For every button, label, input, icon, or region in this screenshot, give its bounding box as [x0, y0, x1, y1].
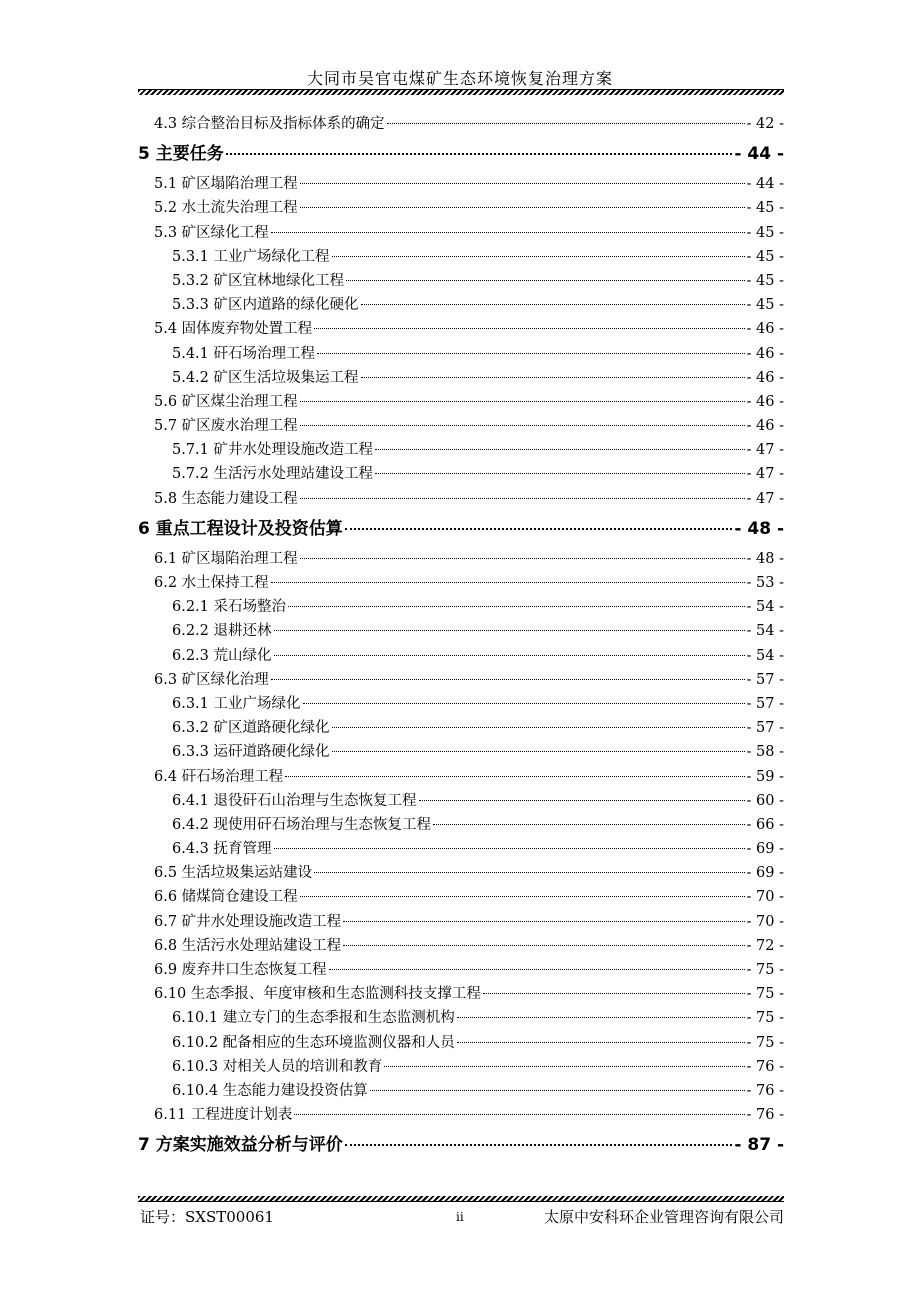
toc-entry-page: - 87 - [734, 1135, 784, 1156]
toc-leader-dots [271, 232, 745, 233]
toc-entry-page: - 69 - [746, 865, 784, 882]
toc-entry-title: 4.3 综合整治目标及指标体系的确定 [154, 116, 385, 132]
toc-entry[interactable] [138, 196, 784, 220]
toc-entry[interactable] [138, 765, 784, 789]
toc-leader-dots [345, 1144, 733, 1146]
toc-entry-page: - 44 - [746, 176, 784, 193]
toc-entry-title: 6.4.1 退役矸石山治理与生态恢复工程 [172, 792, 417, 809]
toc-leader-dots [346, 280, 745, 281]
toc-leader-dots [285, 776, 744, 777]
toc-leader-dots [419, 800, 745, 801]
toc-entry[interactable] [138, 1127, 784, 1163]
toc-leader-dots [457, 1017, 745, 1018]
toc-entry[interactable] [138, 1103, 784, 1127]
toc-entry-title: 6.2.1 采石场整治 [172, 599, 287, 616]
toc-leader-dots [300, 425, 745, 426]
toc-entry[interactable] [138, 293, 784, 317]
toc-entry-page: - 44 - [734, 144, 784, 165]
toc-leader-dots [300, 498, 745, 499]
toc-entry-title: 6.2.3 荒山绿化 [172, 647, 272, 664]
toc-entry-title: 6.1 矿区塌陷治理工程 [154, 550, 298, 567]
toc-entry-title: 6.3.2 矿区道路硬化绿化 [172, 720, 330, 737]
toc-entry-title: 6.6 储煤筒仓建设工程 [154, 889, 298, 906]
toc-entry[interactable] [138, 462, 784, 486]
toc-entry-title: 6 重点工程设计及投资估算 [138, 518, 343, 539]
toc-entry[interactable] [138, 958, 784, 982]
toc-entry-title: 5.1 矿区塌陷治理工程 [154, 176, 298, 193]
toc-entry[interactable] [138, 910, 784, 934]
toc-entry-page: - 76 - [746, 1082, 784, 1099]
toc-entry[interactable] [138, 619, 784, 643]
toc-entry-page: - 42 - [746, 116, 784, 132]
toc-entry-page: - 57 - [746, 720, 784, 737]
toc-leader-dots [274, 848, 745, 849]
toc-entry-page: - 76 - [746, 1107, 784, 1124]
toc-entry[interactable] [138, 885, 784, 909]
page-header-title: 大同市吴官屯煤矿生态环境恢复治理方案 [306, 69, 613, 88]
toc-entry-page: - 75 - [746, 986, 784, 1003]
toc-leader-dots [433, 824, 745, 825]
toc-leader-dots [332, 256, 745, 257]
toc-entry[interactable] [138, 112, 784, 136]
toc-entry-title: 6.9 废弃井口生态恢复工程 [154, 962, 327, 978]
toc-entry[interactable] [138, 245, 784, 269]
toc-leader-dots [370, 1090, 745, 1091]
toc-entry[interactable] [138, 668, 784, 692]
toc-entry-page: - 66 - [746, 816, 784, 833]
toc-entry-title: 5.4 固体废弃物处置工程 [154, 321, 313, 338]
toc-leader-dots [274, 630, 745, 631]
toc-entry-page: - 75 - [746, 962, 784, 978]
toc-leader-dots [361, 304, 745, 305]
toc-entry[interactable] [138, 136, 784, 172]
toc-leader-dots [294, 1114, 744, 1115]
toc-entry-title: 6.10.2 配备相应的生态环境监测仪器和人员 [172, 1034, 455, 1051]
toc-entry[interactable] [138, 644, 784, 668]
toc-entry-title: 5.3.3 矿区内道路的绿化硬化 [172, 297, 359, 314]
toc-entry-page: - 76 - [746, 1058, 784, 1075]
toc-entry[interactable] [138, 837, 784, 861]
toc-entry[interactable] [138, 1079, 784, 1103]
footer-rule [138, 1196, 784, 1202]
toc-entry-title: 6.3.1 工业广场绿化 [172, 695, 301, 712]
toc-entry-page: - 75 - [746, 1034, 784, 1051]
toc-entry-page: - 47 - [746, 490, 784, 507]
toc-entry-page: - 46 - [746, 418, 784, 435]
toc-leader-dots [384, 1066, 744, 1067]
toc-entry-page: - 53 - [746, 575, 784, 591]
toc-entry-title: 5.7.1 矿井水处理设施改造工程 [172, 442, 374, 459]
toc-entry-title: 6.2 水土保持工程 [154, 575, 269, 591]
toc-leader-dots [343, 945, 744, 946]
toc-entry-title: 5.3.2 矿区宜林地绿化工程 [172, 272, 345, 289]
toc-entry-page: - 54 - [746, 623, 784, 640]
toc-entry[interactable] [138, 1006, 784, 1030]
toc-leader-dots [300, 896, 745, 897]
toc-entry-title: 5.6 矿区煤尘治理工程 [154, 393, 298, 410]
toc-entry[interactable] [138, 221, 784, 245]
toc-entry-page: - 57 - [746, 671, 784, 688]
toc-leader-dots [343, 921, 744, 922]
toc-entry[interactable] [138, 511, 784, 547]
toc-entry-title: 6.7 矿井水处理设施改造工程 [154, 913, 342, 930]
toc-entry[interactable] [138, 438, 784, 462]
toc-entry-title: 5.3 矿区绿化工程 [154, 224, 269, 241]
toc-leader-dots [271, 679, 745, 680]
toc-entry[interactable] [138, 692, 784, 716]
toc-entry-page: - 54 - [746, 647, 784, 664]
toc-entry-page: - 70 - [746, 889, 784, 906]
toc-entry-page: - 48 - [734, 518, 784, 539]
toc-entry[interactable] [138, 571, 784, 595]
toc-entry[interactable] [138, 716, 784, 740]
toc-leader-dots [332, 727, 745, 728]
toc-entry-title: 6.4.3 抚育管理 [172, 841, 272, 858]
toc-leader-dots [345, 528, 733, 530]
toc-entry[interactable] [138, 740, 784, 764]
toc-leader-dots [303, 703, 745, 704]
toc-entry[interactable] [138, 547, 784, 571]
page-number: ii [456, 1210, 464, 1224]
toc-entry-page: - 45 - [746, 272, 784, 289]
toc-entry-page: - 46 - [746, 369, 784, 386]
toc-leader-dots [274, 655, 745, 656]
toc-leader-dots [483, 993, 745, 994]
toc-entry[interactable] [138, 269, 784, 293]
toc-entry-page: - 45 - [746, 224, 784, 241]
toc-leader-dots [314, 328, 744, 329]
toc-entry[interactable] [138, 487, 784, 511]
toc-leader-dots [300, 558, 745, 559]
toc-entry-title: 5 主要任务 [138, 144, 224, 165]
toc-entry[interactable] [138, 934, 784, 958]
toc-entry-title: 6.3.3 运矸道路硬化绿化 [172, 744, 330, 761]
toc-leader-dots [332, 751, 745, 752]
toc-entry[interactable] [138, 317, 784, 341]
toc-leader-dots [300, 183, 745, 184]
toc-leader-dots [300, 401, 745, 402]
toc-entry-page: - 58 - [746, 744, 784, 761]
toc-entry-title: 5.4.2 矿区生活垃圾集运工程 [172, 369, 359, 386]
toc-entry-page: - 45 - [746, 297, 784, 314]
toc-entry-title: 5.2 水土流失治理工程 [154, 200, 298, 217]
toc-leader-dots [375, 473, 745, 474]
toc-leader-dots [329, 969, 745, 970]
toc-entry-page: - 69 - [746, 841, 784, 858]
toc-entry-title: 6.10 生态季报、年度审核和生态监测科技支撑工程 [154, 986, 481, 1003]
toc-leader-dots [271, 582, 745, 583]
toc-entry[interactable] [138, 789, 784, 813]
toc-entry-title: 6.10.4 生态能力建设投资估算 [172, 1082, 368, 1099]
toc-leader-dots [387, 123, 745, 124]
toc-entry-page: - 48 - [746, 550, 784, 567]
toc-entry-title: 6.3 矿区绿化治理 [154, 671, 269, 688]
toc-entry[interactable] [138, 342, 784, 366]
toc-entry-title: 6.4.2 现使用矸石场治理与生态恢复工程 [172, 816, 432, 833]
toc-entry-title: 5.7 矿区废水治理工程 [154, 418, 298, 435]
toc-entry[interactable] [138, 366, 784, 390]
toc-entry-title: 5.7.2 生活污水处理站建设工程 [172, 466, 374, 483]
toc-entry-page: - 60 - [746, 792, 784, 809]
toc-entry[interactable] [138, 1031, 784, 1055]
certificate-number: 证号：SXST00061 [140, 1208, 274, 1226]
toc-entry[interactable] [138, 1055, 784, 1079]
toc-leader-dots [288, 606, 745, 607]
company-name: 太原中安科环企业管理咨询有限公司 [543, 1208, 784, 1226]
toc-leader-dots [457, 1042, 745, 1043]
toc-entry[interactable] [138, 813, 784, 837]
toc-entry-page: - 46 - [746, 345, 784, 362]
toc-entry[interactable] [138, 414, 784, 438]
toc-leader-dots [317, 353, 745, 354]
toc-entry-page: - 59 - [746, 768, 784, 785]
toc-list [138, 112, 784, 1163]
toc-entry-title: 6.8 生活污水处理站建设工程 [154, 937, 342, 954]
toc-entry[interactable] [138, 390, 784, 414]
toc-entry-title: 6.5 生活垃圾集运站建设 [154, 865, 313, 882]
toc-leader-dots [375, 449, 745, 450]
toc-entry-page: - 54 - [746, 599, 784, 616]
toc-entry-page: - 46 - [746, 393, 784, 410]
toc-entry[interactable] [138, 595, 784, 619]
toc-entry-page: - 47 - [746, 442, 784, 459]
toc-entry[interactable] [138, 861, 784, 885]
toc-entry-title: 5.8 生态能力建设工程 [154, 490, 298, 507]
toc-entry-page: - 46 - [746, 321, 784, 338]
toc-entry-page: - 72 - [746, 937, 784, 954]
toc-leader-dots [361, 377, 745, 378]
toc-leader-dots [226, 153, 733, 155]
toc-entry-page: - 70 - [746, 913, 784, 930]
toc-entry[interactable] [138, 982, 784, 1006]
toc-entry-title: 5.4.1 矸石场治理工程 [172, 345, 316, 362]
toc-entry-page: - 57 - [746, 695, 784, 712]
toc-entry-title: 5.3.1 工业广场绿化工程 [172, 248, 330, 265]
toc-leader-dots [300, 207, 745, 208]
toc-entry-title: 7 方案实施效益分析与评价 [138, 1135, 343, 1156]
toc-entry-page: - 75 - [746, 1010, 784, 1027]
toc-entry-title: 6.11 工程进度计划表 [154, 1107, 293, 1124]
toc-entry-title: 6.10.1 建立专门的生态季报和生态监测机构 [172, 1010, 455, 1027]
toc-entry[interactable] [138, 172, 784, 196]
toc-entry-page: - 47 - [746, 466, 784, 483]
toc-entry-title: 6.4 矸石场治理工程 [154, 768, 284, 785]
toc-leader-dots [314, 872, 744, 873]
toc-entry-page: - 45 - [746, 200, 784, 217]
toc-entry-title: 6.10.3 对相关人员的培训和教育 [172, 1058, 383, 1075]
toc-entry-page: - 45 - [746, 248, 784, 265]
toc-entry-title: 6.2.2 退耕还林 [172, 623, 272, 640]
header-rule [138, 89, 784, 95]
